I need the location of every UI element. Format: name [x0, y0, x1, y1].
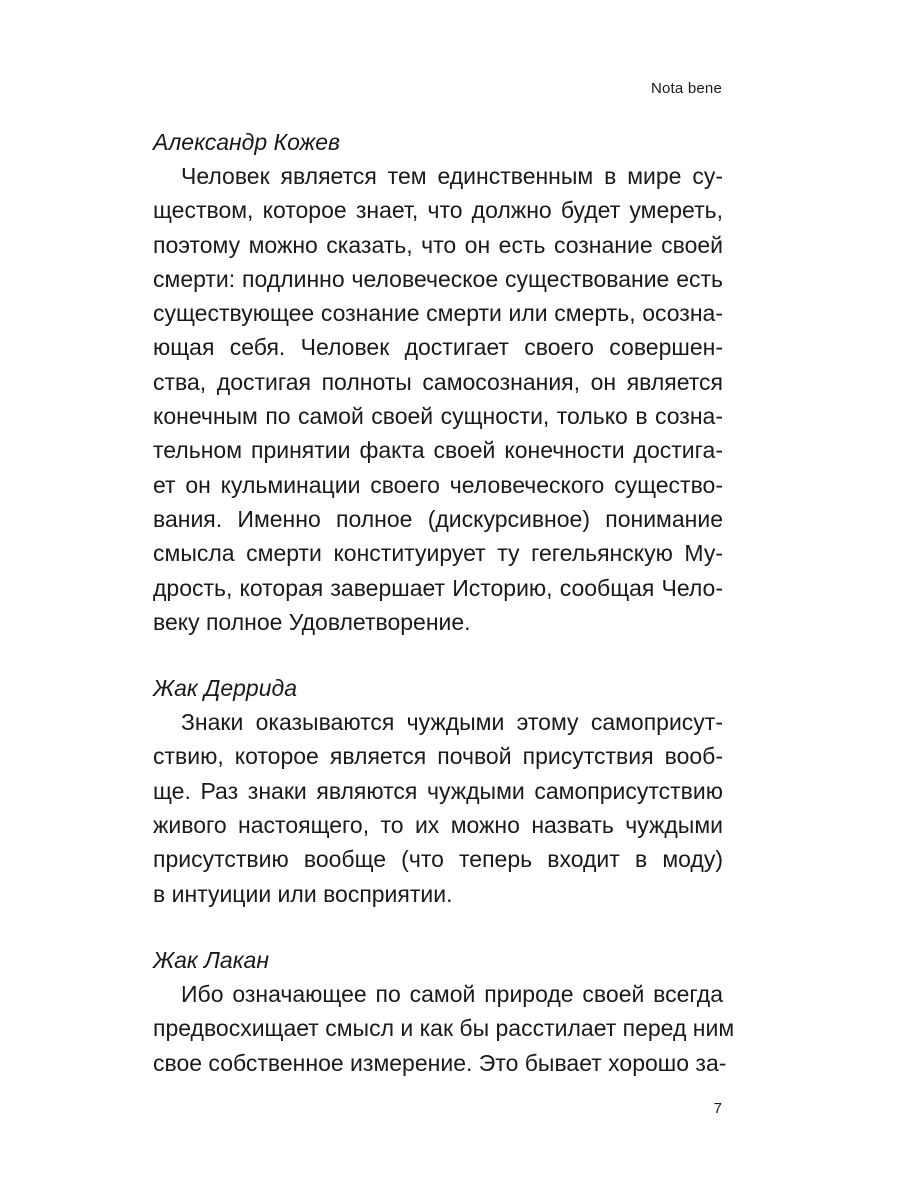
text-line: ществом, которое знает, что должно будет умереть, — [153, 197, 723, 224]
text-line: присутствию вообще (что теперь входит в моду) — [153, 846, 723, 873]
text-line: веку полное Удовлетворение. — [153, 608, 471, 635]
text-line: свое собственное измерение. Это бывает хорошо за- — [153, 1049, 727, 1076]
section-gap — [153, 911, 723, 943]
text-line: конечным по самой своей сущности, только в созна- — [153, 403, 723, 430]
text-line: в интуиции или восприятии. — [153, 880, 453, 907]
quote-paragraph — [153, 159, 723, 639]
section-gap — [153, 639, 723, 671]
text-line: предвосхищает смысл и как бы расстилает перед ним — [153, 1015, 735, 1042]
text-line: тельном принятии факта своей конечности достига- — [153, 437, 723, 464]
author-name: Жак Лакан — [153, 946, 269, 973]
text-line: существующее сознание смерти или смерть, осозна- — [153, 300, 723, 327]
section-lacan — [153, 943, 735, 1080]
author-name: Александр Кожев — [153, 129, 341, 155]
text-line: ства, достигая полноты самосознания, он является — [153, 368, 723, 395]
text-line: Ибо означающее по самой природе своей всегда — [181, 980, 723, 1007]
text-block — [153, 125, 735, 1080]
text-line: ще. Раз знаки являются чуждыми самоприсутствию — [153, 777, 723, 804]
text-line: Человек является тем единственным в мире су- — [181, 163, 723, 189]
text-line: Знаки оказываются чуждыми этому самоприсут- — [181, 709, 723, 736]
section-derrida — [153, 671, 723, 911]
section-kojeve — [153, 125, 723, 639]
text-line: ющая себя. Человек достигает своего совершен- — [153, 334, 723, 361]
author-name: Жак Деррида — [153, 675, 297, 702]
text-line: ствию, которое является почвой присутствия вооб- — [153, 743, 723, 770]
text-line: смысла смерти конституирует ту гегельянскую Му- — [153, 540, 723, 567]
text-line: дрость, которая завершает Историю, сообщая Чело- — [153, 574, 723, 601]
page-number: 7 — [713, 1100, 722, 1117]
text-line: смерти: подлинно человеческое существование есть — [153, 265, 723, 292]
quote-paragraph — [153, 705, 723, 911]
running-head: Nota bene — [650, 80, 722, 97]
text-line: ет он кульминации своего человеческого существо- — [153, 471, 723, 498]
text-line: поэтому можно сказать, что он есть сознание своей — [153, 231, 723, 258]
text-line: вания. Именно полное (дискурсивное) понимание — [153, 505, 723, 532]
quote-paragraph — [153, 977, 735, 1080]
text-line: живого настоящего, то их можно назвать чуждыми — [153, 812, 723, 839]
